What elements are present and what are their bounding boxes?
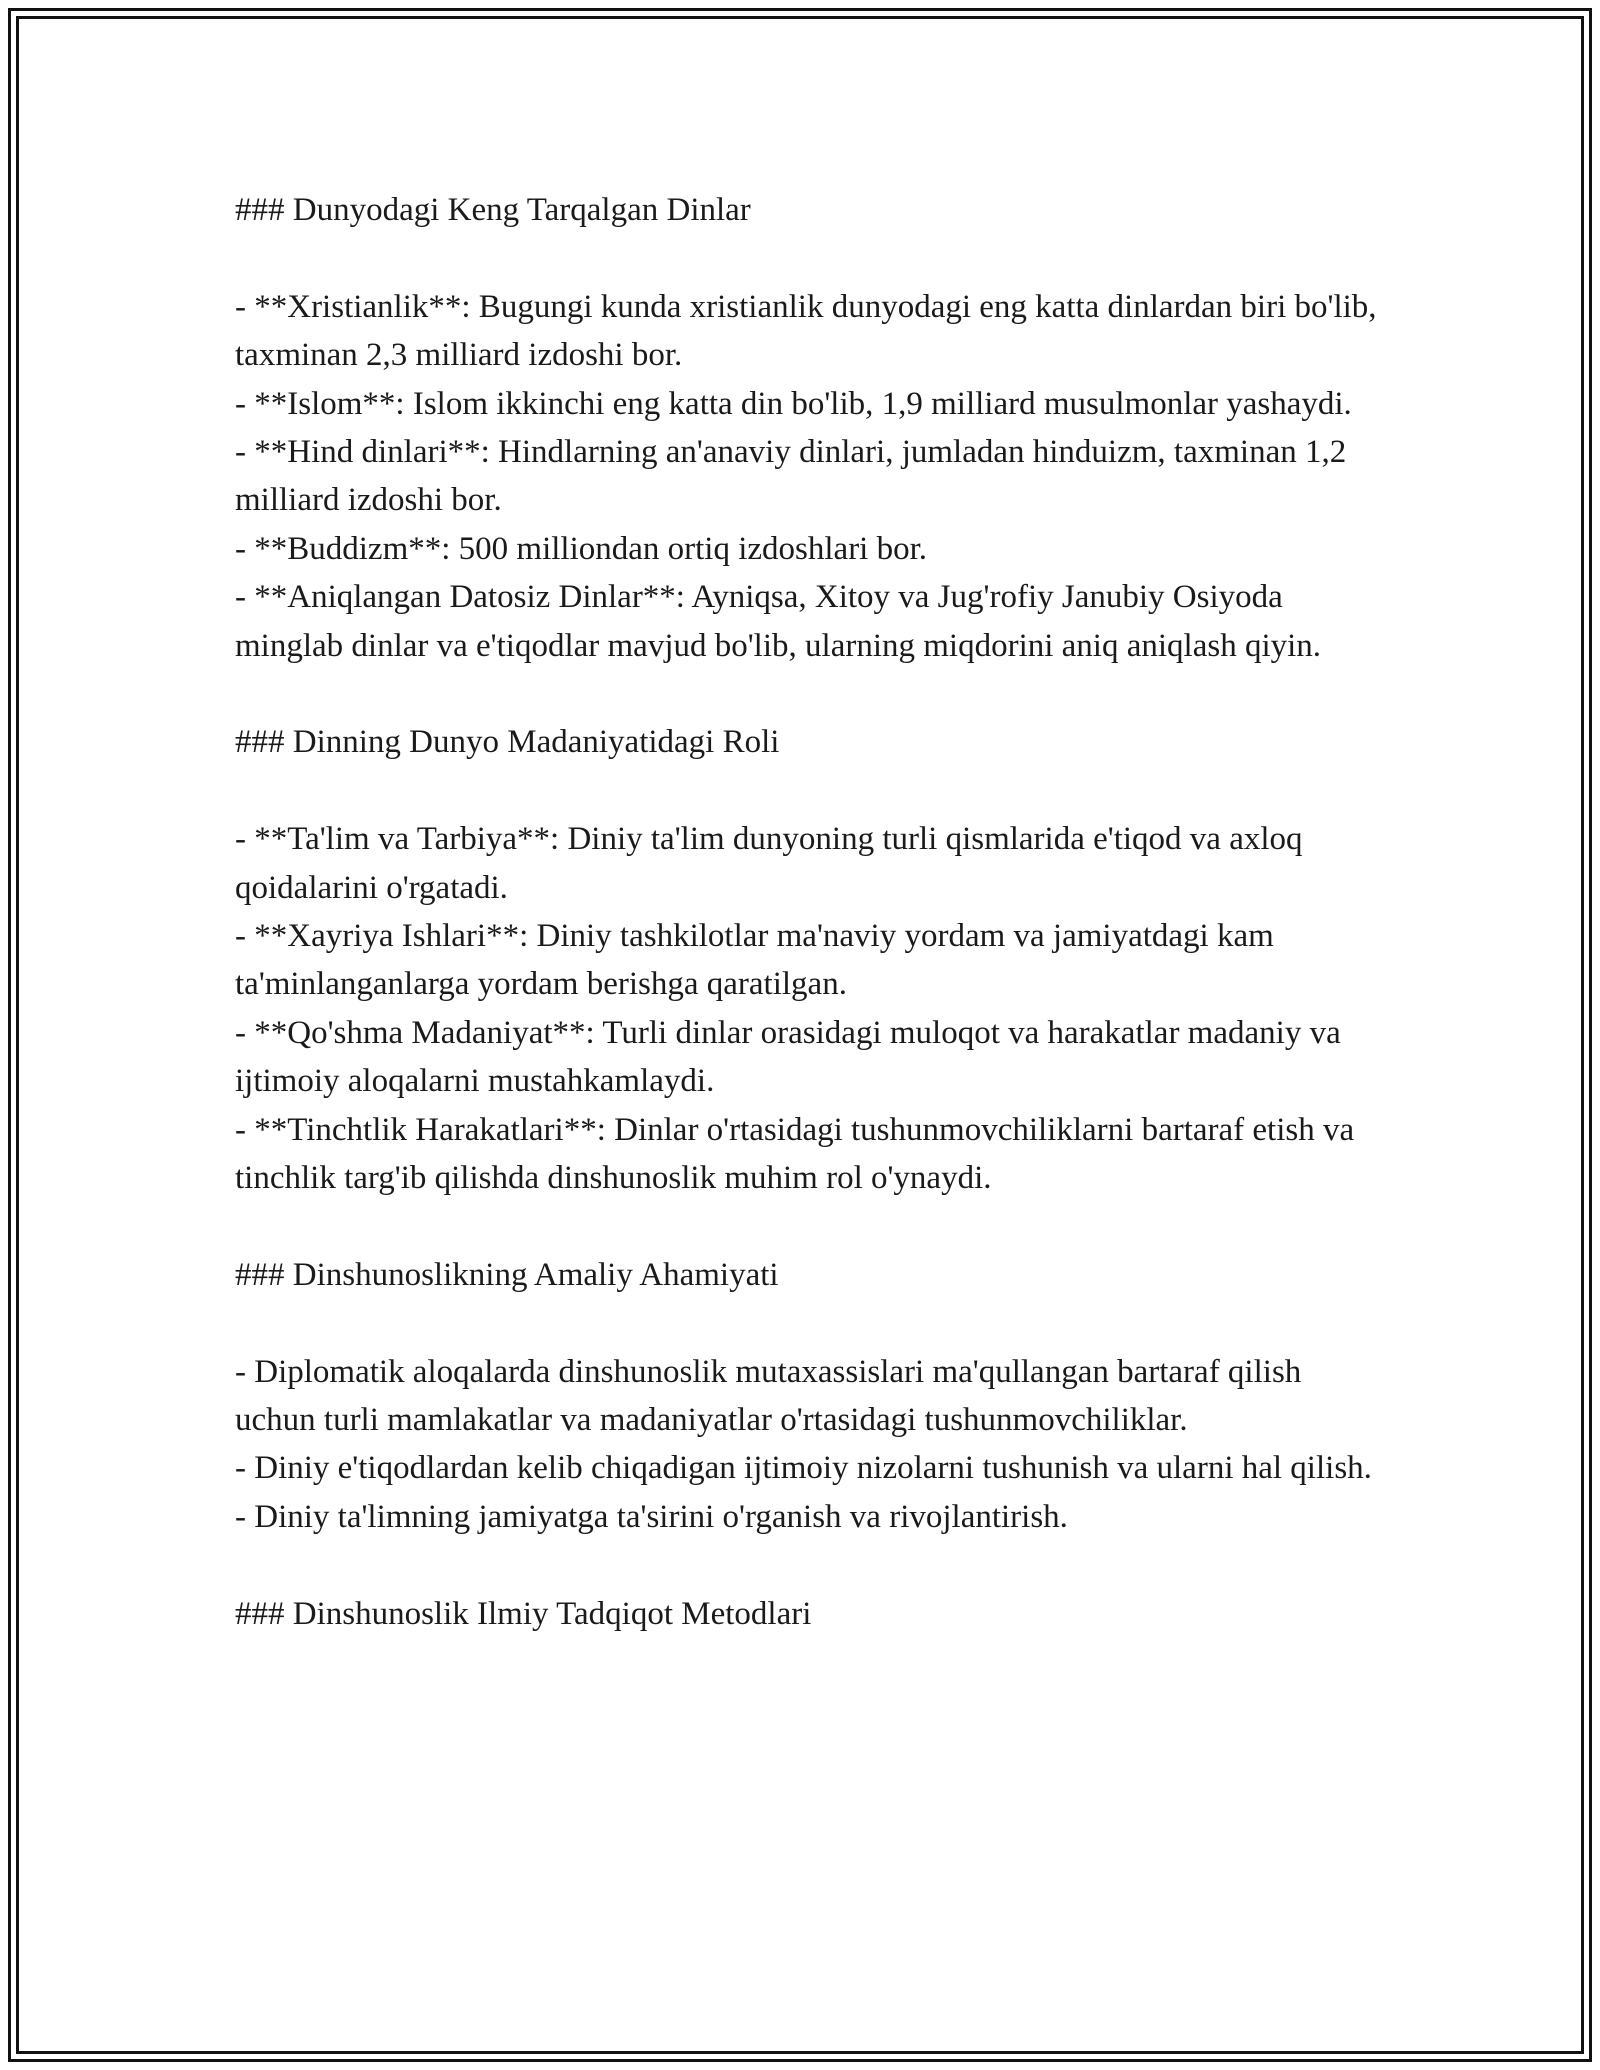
list-item: - **Ta'lim va Tarbiya**: Diniy ta'lim dunyoning turli qismlarida e'tiqod va axloq qoidalarini o'rgatadi. xyxy=(235,821,1303,906)
list-item: - **Xayriya Ishlari**: Diniy tashkilotlar ma'naviy yordam va jamiyatdagi kam ta'minlanganlarga yordam berishga qaratilgan. xyxy=(235,918,1274,1003)
section-heading: ### Dinning Dunyo Madaniyatidagi Roli xyxy=(235,724,780,761)
list-item: - Diniy e'tiqodlardan kelib chiqadigan ijtimoiy nizolarni tushunish va ularni hal qilish. xyxy=(235,1450,1372,1487)
list-item: - **Tinchtlik Harakatlari**: Dinlar o'rtasidagi tushunmovchiliklarni bartaraf etish va tinchlik targ'ib qilishda dinshunoslik muhim rol o'ynaydi. xyxy=(235,1111,1355,1197)
list-item: - **Aniqlangan Datosiz Dinlar**: Ayniqsa, Xitoy va Jug'rofiy Janubiy Osiyoda minglab dinlar va e'tiqodlar mavjud bo'lib, ularning miqdorini aniq aniqlash qiyin. xyxy=(235,579,1322,664)
document-body xyxy=(235,186,1385,1638)
list-item: - **Qo'shma Madaniyat**: Turli dinlar orasidagi muloqot va harakatlar madaniy va ijtimoiy aloqalarni mustahkamlaydi. xyxy=(235,1014,1341,1100)
spacer xyxy=(235,670,1385,718)
list-item: - **Buddizm**: 500 milliondan ortiq izdoshlari bor. xyxy=(235,530,928,567)
section-heading: ### Dunyodagi Keng Tarqalgan Dinlar xyxy=(235,192,751,228)
list-item: - Diplomatik aloqalarda dinshunoslik mutaxassislari ma'qullangan bartaraf qilish uchun turli mamlakatlar va madaniyatlar o'rtasidagi tushunmovchiliklar. xyxy=(235,1353,1302,1439)
spacer xyxy=(235,234,1385,282)
section-heading: ### Dinshunoslikning Amaliy Ahamiyati xyxy=(235,1256,779,1293)
list-item: - **Islom**: Islom ikkinchi eng katta din bo'lib, 1,9 milliard musulmonlar yashaydi. xyxy=(235,385,1352,422)
list-item: - Diniy ta'limning jamiyatga ta'sirini o'rganish va rivojlantirish. xyxy=(235,1498,1068,1535)
spacer xyxy=(235,1299,1385,1347)
list-item: - **Hind dinlari**: Hindlarning an'anaviy dinlari, jumladan hinduizm, taxminan 1,2 milliard izdoshi bor. xyxy=(235,434,1347,519)
spacer xyxy=(235,767,1385,815)
section-heading: ### Dinshunoslik Ilmiy Tadqiqot Metodlari xyxy=(235,1595,812,1632)
spacer xyxy=(235,1202,1385,1250)
spacer xyxy=(235,1541,1385,1589)
list-item: - **Xristianlik**: Bugungi kunda xristianlik dunyodagi eng katta dinlardan biri bo'lib, taxminan 2,3 milliard izdoshi bor. xyxy=(235,288,1377,374)
